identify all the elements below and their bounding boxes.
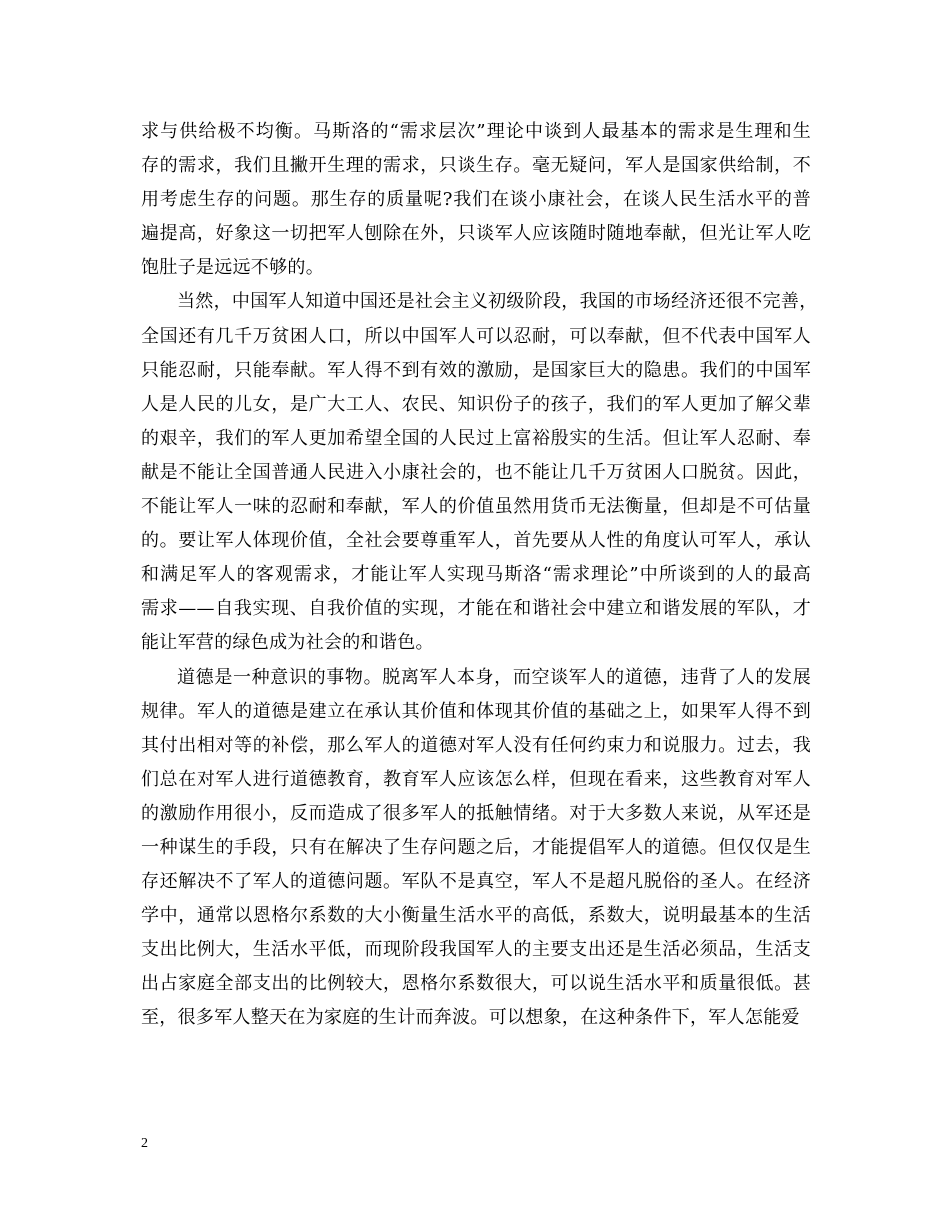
text-line: 的艰辛，我们的军人更加希望全国的人民过上富裕殷实的生活。但让军人忍耐、奉 [141, 427, 811, 449]
text-line: 和满足军人的客观需求，才能让军人实现马斯洛“需求理论”中所谈到的人的最高 [141, 564, 811, 586]
text-line: 需求——自我实现、自我价值的实现，才能在和谐社会中建立和谐发展的军队，才 [141, 598, 811, 620]
text-line: 人是人民的儿女，是广大工人、农民、知识份子的孩子，我们的军人更加了解父辈 [141, 393, 811, 415]
text-line: 遍提高，好象这一切把军人刨除在外，只谈军人应该随时随地奉献，但光让军人吃 [141, 223, 811, 245]
text-line: 规律。军人的道德是建立在承认其价值和体现其价值的基础之上，如果军人得不到 [141, 700, 811, 722]
paragraph [141, 115, 811, 285]
text-line: 不能让军人一味的忍耐和奉献，军人的价值虽然用货币无法衡量，但却是不可估量 [141, 496, 811, 518]
text-line: 存还解决不了军人的道德问题。军队不是真空，军人不是超凡脱俗的圣人。在经济 [141, 871, 811, 893]
text-line: 用考虑生存的问题。那生存的质量呢?我们在谈小康社会，在谈人民生活水平的普 [141, 189, 811, 211]
text-line: 献是不能让全国普通人民进入小康社会的，也不能让几千万贫困人口脱贫。因此， [141, 461, 811, 483]
text-line: 的。要让军人体现价值，全社会要尊重军人，首先要从人性的角度认可军人，承认 [141, 530, 811, 552]
text-line: 饱肚子是远远不够的。 [141, 257, 324, 279]
text-line: 出占家庭全部支出的比例较大，恩格尔系数很大，可以说生活水平和质量很低。甚 [141, 973, 811, 995]
body-text [141, 115, 818, 1036]
text-line: 存的需求，我们且撇开生理的需求，只谈生存。毫无疑问，军人是国家供给制，不 [141, 155, 811, 177]
paragraph [141, 661, 811, 1036]
text-line: 支出比例大，生活水平低，而现阶段我国军人的主要支出还是生活必须品，生活支 [141, 939, 811, 961]
page-number: 2 [141, 1136, 148, 1151]
text-line: 学中，通常以恩格尔系数的大小衡量生活水平的高低，系数大，说明最基本的生活 [141, 905, 811, 927]
text-line: 求与供给极不均衡。马斯洛的“需求层次”理论中谈到人最基本的需求是生理和生 [141, 121, 811, 142]
text-line: 其付出相对等的补偿，那么军人的道德对军人没有任何约束力和说服力。过去，我 [141, 734, 811, 756]
text-line: 至，很多军人整天在为家庭的生计而奔波。可以想象，在这种条件下，军人怎能爱 [141, 1007, 800, 1029]
text-line: 一种谋生的手段，只有在解决了生存问题之后，才能提倡军人的道德。但仅仅是生 [141, 836, 811, 858]
text-line: 全国还有几千万贫困人口，所以中国军人可以忍耐，可以奉献，但不代表中国军人 [141, 325, 811, 347]
paragraph [141, 285, 818, 660]
text-line: 当然，中国军人知道中国还是社会主义初级阶段，我国的市场经济还很不完善， [177, 291, 818, 313]
text-line: 的激励作用很小，反而造成了很多军人的抵触情绪。对于大多数人来说，从军还是 [141, 802, 811, 824]
text-line: 道德是一种意识的事物。脱离军人本身，而空谈军人的道德，违背了人的发展 [177, 666, 811, 688]
text-line: 只能忍耐，只能奉献。军人得不到有效的激励，是国家巨大的隐患。我们的中国军 [141, 359, 811, 381]
text-line: 们总在对军人进行道德教育，教育军人应该怎么样，但现在看来，这些教育对军人 [141, 768, 811, 790]
text-line: 能让军营的绿色成为社会的和谐色。 [141, 632, 434, 654]
